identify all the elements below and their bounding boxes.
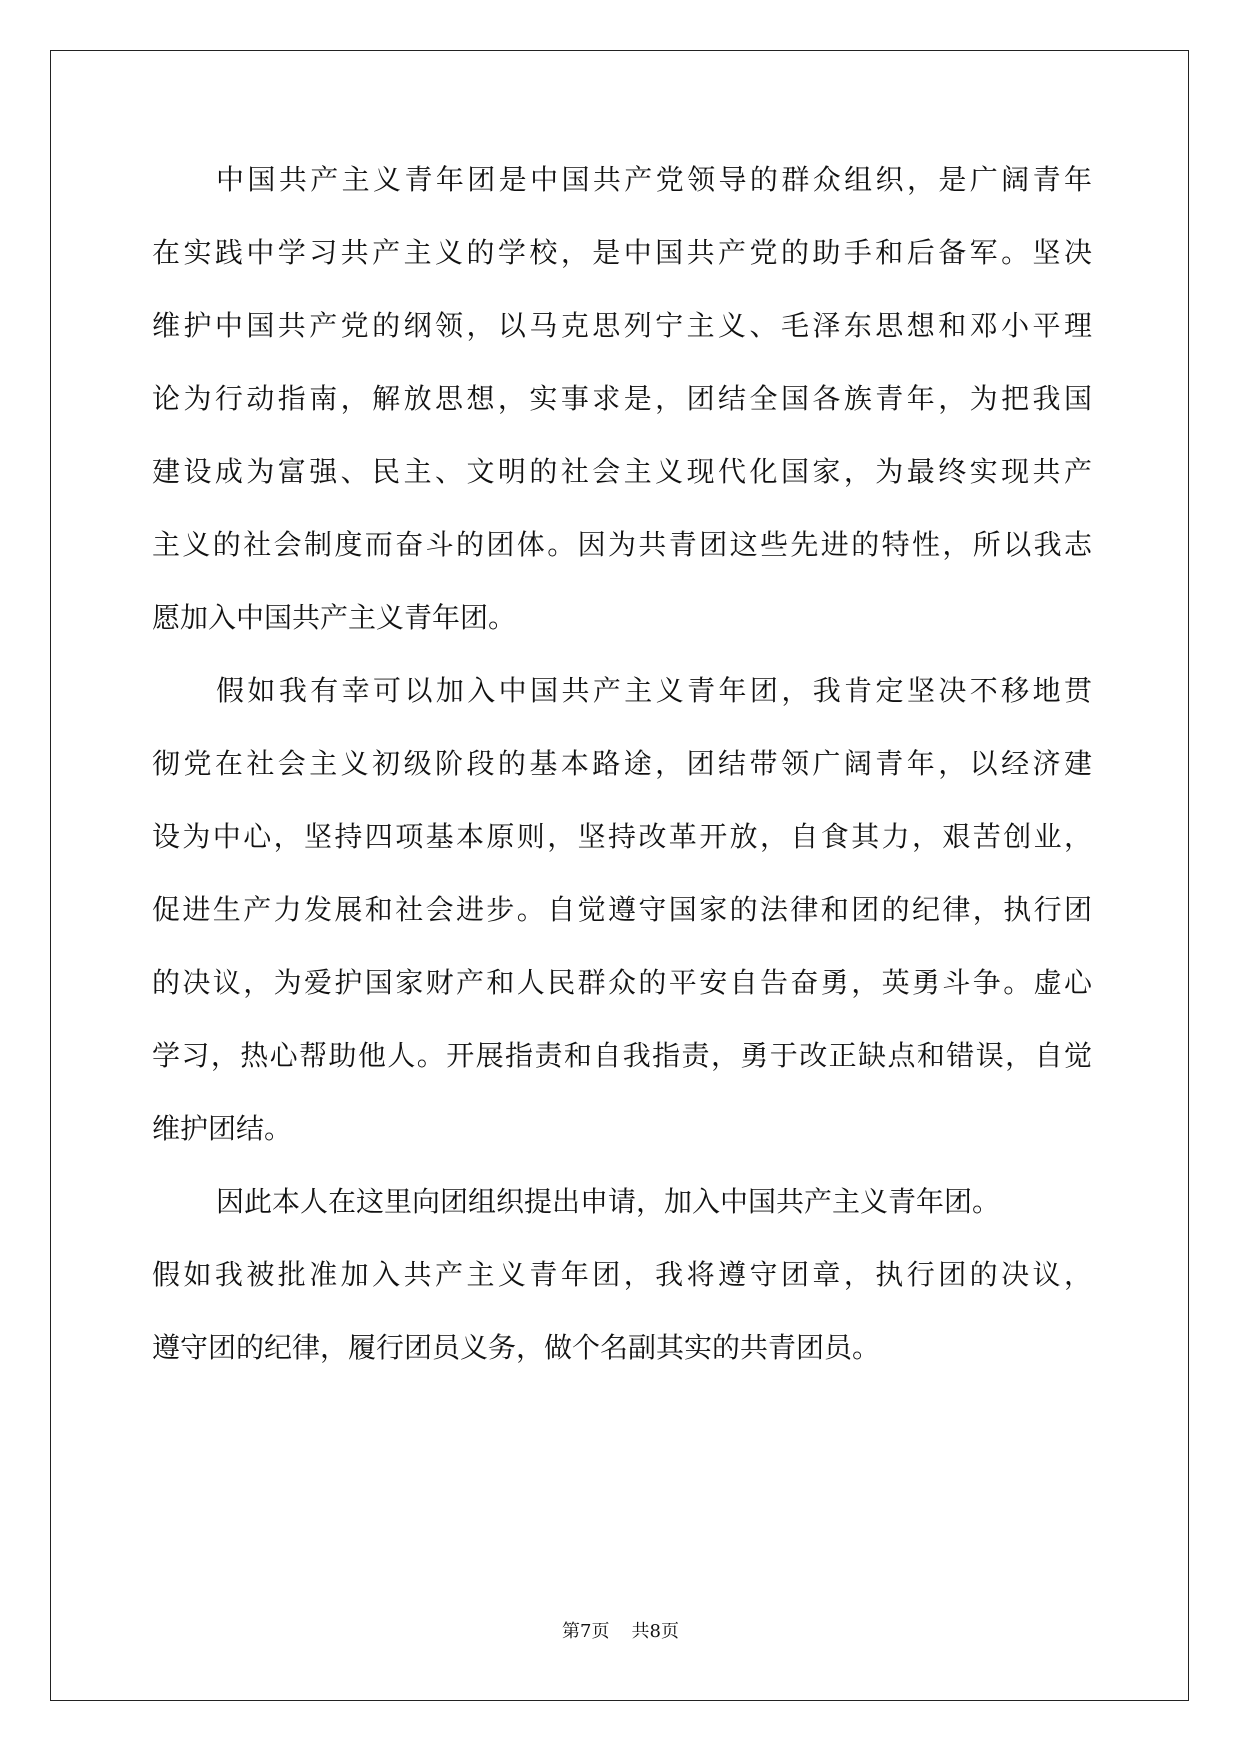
page-number-current: 第7页: [562, 1621, 610, 1642]
paragraph-1-line-5: 建设成为富强、民主、文明的社会主义现代化国家，为最终实现共产: [152, 455, 1092, 488]
paragraph-1-line-7: 愿加入中国共产主义青年团。: [152, 601, 517, 634]
paragraph-1-line-4: 论为行动指南，解放思想，实事求是，团结全国各族青年，为把我国: [152, 382, 1092, 415]
paragraph-2-line-6: 学习，热心帮助他人。开展指责和自我指责，勇于改正缺点和错误，自觉: [152, 1039, 1092, 1072]
page-border: [50, 50, 1189, 1701]
paragraph-3-line-2: 假如我被批准加入共产主义青年团，我将遵守团章，执行团的决议，: [152, 1258, 1092, 1291]
paragraph-2-line-3: 设为中心，坚持四项基本原则，坚持改革开放，自食其力，艰苦创业，: [152, 820, 1092, 853]
paragraph-2-line-1: 假如我有幸可以加入中国共产主义青年团，我肯定坚决不移地贯: [216, 674, 1092, 707]
page-footer: [0, 1617, 1241, 1643]
paragraph-1-line-3: 维护中国共产党的纲领，以马克思列宁主义、毛泽东思想和邓小平理: [152, 309, 1092, 342]
paragraph-2-line-5: 的决议，为爱护国家财产和人民群众的平安自告奋勇，英勇斗争。虚心: [152, 966, 1092, 999]
paragraph-1-line-6: 主义的社会制度而奋斗的团体。因为共青团这些先进的特性，所以我志: [152, 528, 1092, 561]
paragraph-1-line-2: 在实践中学习共产主义的学校，是中国共产党的助手和后备军。坚决: [152, 236, 1092, 269]
paragraph-2-line-2: 彻党在社会主义初级阶段的基本路途，团结带领广阔青年，以经济建: [152, 747, 1092, 780]
paragraph-1-line-1: 中国共产主义青年团是中国共产党领导的群众组织，是广阔青年: [216, 163, 1092, 196]
paragraph-2-line-4: 促进生产力发展和社会进步。自觉遵守国家的法律和团的纪律，执行团: [152, 893, 1092, 926]
paragraph-2-line-7: 维护团结。: [152, 1112, 293, 1145]
page-number-total: 共8页: [631, 1621, 679, 1642]
paragraph-3-line-3: 遵守团的纪律，履行团员义务，做个名副其实的共青团员。: [152, 1331, 881, 1364]
paragraph-3-line-1: 因此本人在这里向团组织提出申请，加入中国共产主义青年团。: [216, 1185, 1001, 1218]
